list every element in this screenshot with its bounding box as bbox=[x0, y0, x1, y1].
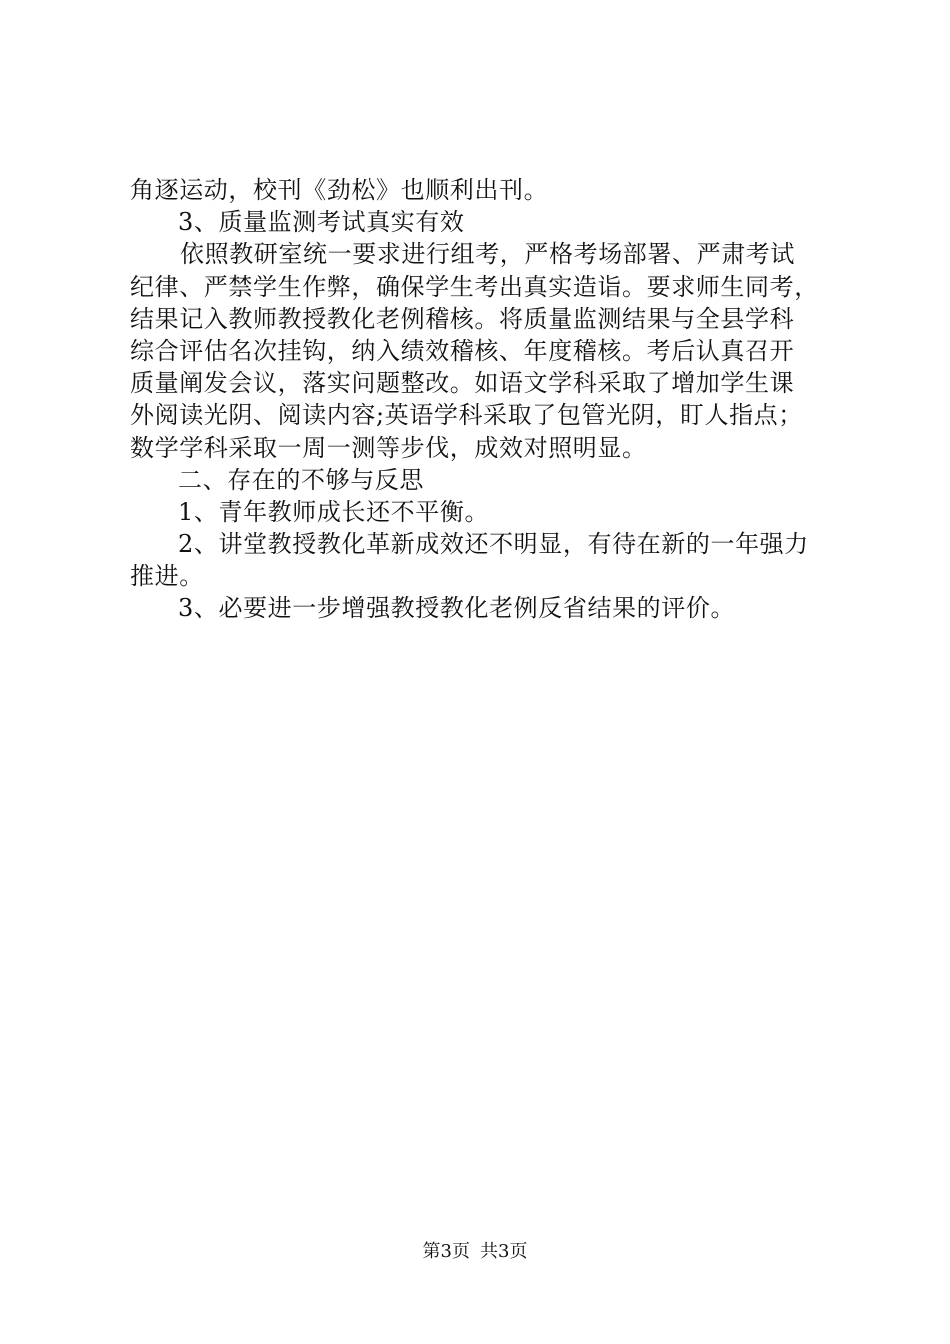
list-item: 1、青年教师成长还不平衡。 bbox=[178, 497, 490, 526]
page-number-total: 共3页 bbox=[480, 1241, 528, 1262]
page-number-current: 第3页 bbox=[422, 1241, 470, 1262]
list-item: 3、必要进一步增强教授教化老例反省结果的评价。 bbox=[178, 594, 736, 623]
paragraph-line: 数学学科采取一周一测等步伐，成效对照明显。 bbox=[130, 433, 647, 462]
paragraph-line: 质量阐发会议，落实问题整改。如语文学科采取了增加学生课 bbox=[130, 369, 795, 398]
paragraph-line: 外阅读光阴、阅读内容;英语学科采取了包管光阴，盯人指点； bbox=[130, 401, 803, 430]
paragraph-line: 依照教研室统一要求进行组考，严格考场部署、严肃考试 bbox=[180, 240, 795, 269]
list-item: 2、讲堂教授教化革新成效还不明显，有待在新的一年强力 bbox=[178, 530, 809, 559]
paragraph-line: 结果记入教师教授教化老例稽核。将质量监测结果与全县学科 bbox=[130, 304, 795, 333]
section-heading: 二、存在的不够与反思 bbox=[178, 465, 424, 494]
paragraph-line: 综合评估名次挂钩，纳入绩效稽核、年度稽核。考后认真召开 bbox=[130, 336, 795, 365]
paragraph-line: 角逐运动，校刊《劲松》也顺利出刊。 bbox=[130, 176, 549, 204]
paragraph-line: 纪律、严禁学生作弊，确保学生考出真实造诣。要求师生同考， bbox=[130, 272, 819, 301]
page-footer bbox=[0, 1240, 950, 1264]
document-body bbox=[130, 174, 830, 625]
paragraph-line: 推进。 bbox=[130, 562, 204, 591]
section-heading: 3、质量监测考试真实有效 bbox=[178, 208, 465, 237]
